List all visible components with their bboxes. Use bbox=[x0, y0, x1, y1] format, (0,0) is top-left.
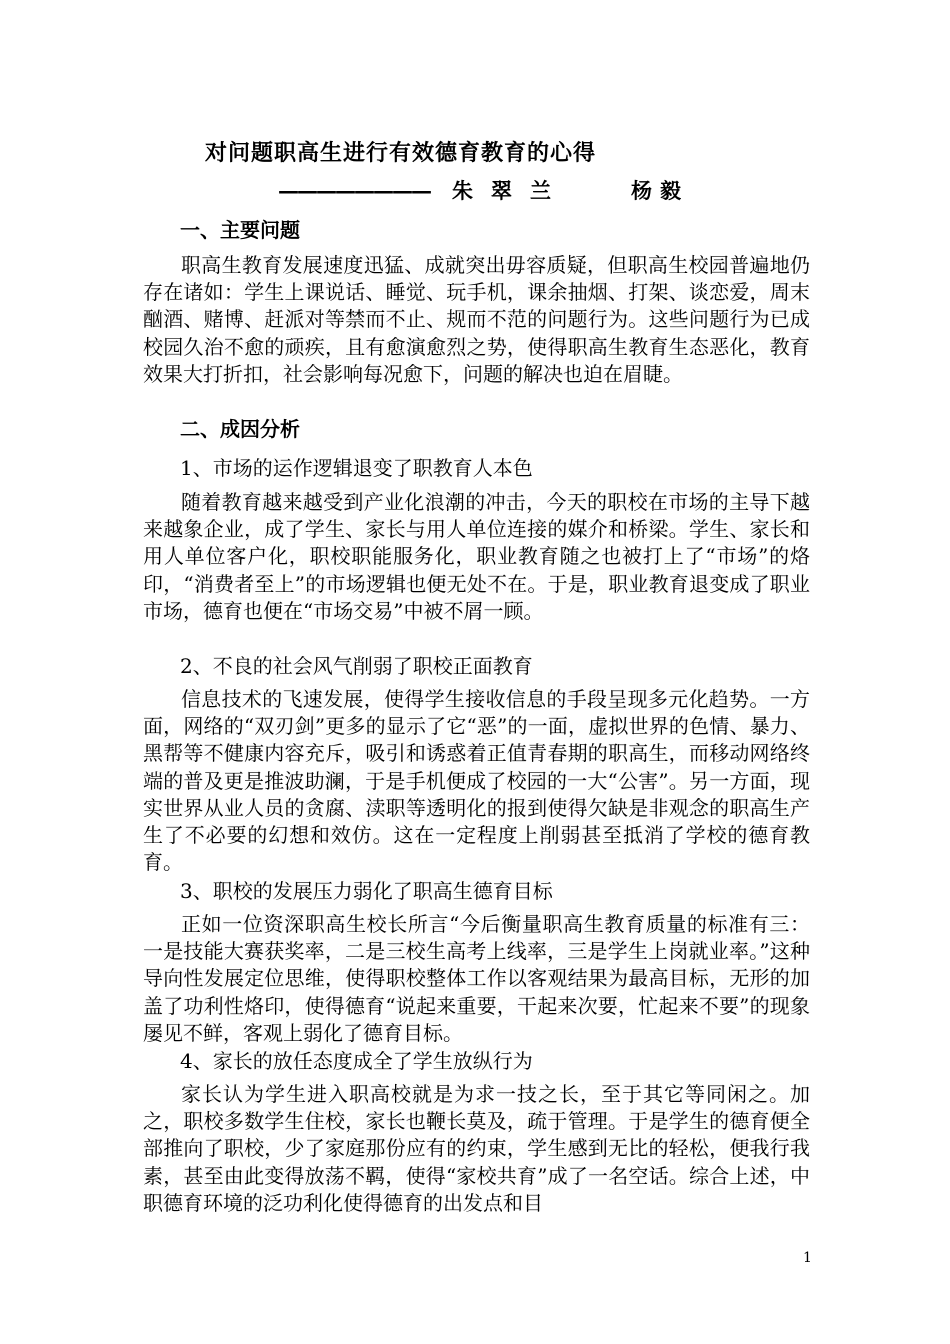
subheading-4: 4、家长的放任态度成全了学生放纵行为 bbox=[180, 1049, 533, 1073]
author-name-2: 杨毅 bbox=[631, 178, 689, 203]
subsection-1-paragraph: 随着教育越来越受到产业化浪潮的冲击，今天的职校在市场的主导下越来越象企业，成了学生、家长与用人单位连接的媒介和桥梁。学生、家长和用人单位客户化，职校职能服务化，职业教育随之也被打上了“市场”的烙印，“消费者至上”的市场逻辑也便无处不在。于是，职业教育退变成了职业市场，德育也便在“市场交易”中被不屑一顾。 bbox=[143, 490, 810, 623]
subsection-2-paragraph: 信息技术的飞速发展，使得学生接收信息的手段呈现多元化趋势。一方面，网络的“双刃剑”更多的显示了它“恶”的一面，虚拟世界的色情、暴力、黑帮等不健康内容充斥，吸引和诱惑着正值青春期的职高生，而移动网络终端的普及更是推波助澜，于是手机便成了校园的一大“公害”。另一方面，现实世界从业人员的贪腐、渎职等透明化的报到使得欠缺是非观念的职高生产生了不必要的幻想和效仿。这在一定程度上削弱甚至抵消了学校的德育教育。 bbox=[143, 687, 810, 875]
subheading-2: 2、不良的社会风气削弱了职校正面教育 bbox=[180, 654, 533, 678]
section-1-paragraph: 职高生教育发展速度迅猛、成就突出毋容质疑，但职高生校园普遍地仍存在诸如：学生上课说话、睡觉、玩手机，课余抽烟、打架、谈恋爱，周末酗酒、赌博、赶派对等禁而不止、规而不范的问题行为。这些问题行为已成校园久治不愈的顽疾，且有愈演愈烈之势，使得职高生教育生态恶化，教育效果大打折扣，社会影响每况愈下，问题的解决也迫在眉睫。 bbox=[143, 253, 810, 386]
page-number: 1 bbox=[803, 1250, 812, 1266]
document-title: 对问题职高生进行有效德育教育的心得 bbox=[205, 140, 597, 166]
subheading-3: 3、职校的发展压力弱化了职高生德育目标 bbox=[180, 879, 553, 903]
byline-dash: ———————— bbox=[278, 178, 430, 203]
section-heading-2: 二、成因分析 bbox=[180, 417, 300, 441]
subheading-1: 1、市场的运作逻辑退变了职教育人本色 bbox=[180, 456, 533, 480]
subsection-4-paragraph: 家长认为学生进入职高校就是为求一技之长，至于其它等同闲之。加之，职校多数学生住校，家长也鞭长莫及，疏于管理。于是学生的德育便全部推向了职校，少了家庭那份应有的约束，学生感到无比的轻松，便我行我素，甚至由此变得放荡不羁，使得“家校共育”成了一名空话。综合上述，中职德育环境的泛功利化使得德育的出发点和目 bbox=[143, 1082, 810, 1215]
subsection-3-paragraph: 正如一位资深职高生校长所言“今后衡量职高生教育质量的标准有三：一是技能大赛获奖率，二是三校生高考上线率，三是学生上岗就业率。”这种导向性发展定位思维，使得职校整体工作以客观结果为最高目标，无形的加盖了功利性烙印，使得德育“说起来重要，干起来次要，忙起来不要”的现象屡见不鲜，客观上弱化了德育目标。 bbox=[143, 912, 810, 1045]
author-byline bbox=[278, 175, 689, 205]
author-name-1: 朱翠兰 bbox=[452, 178, 569, 203]
section-heading-1: 一、主要问题 bbox=[180, 218, 300, 242]
